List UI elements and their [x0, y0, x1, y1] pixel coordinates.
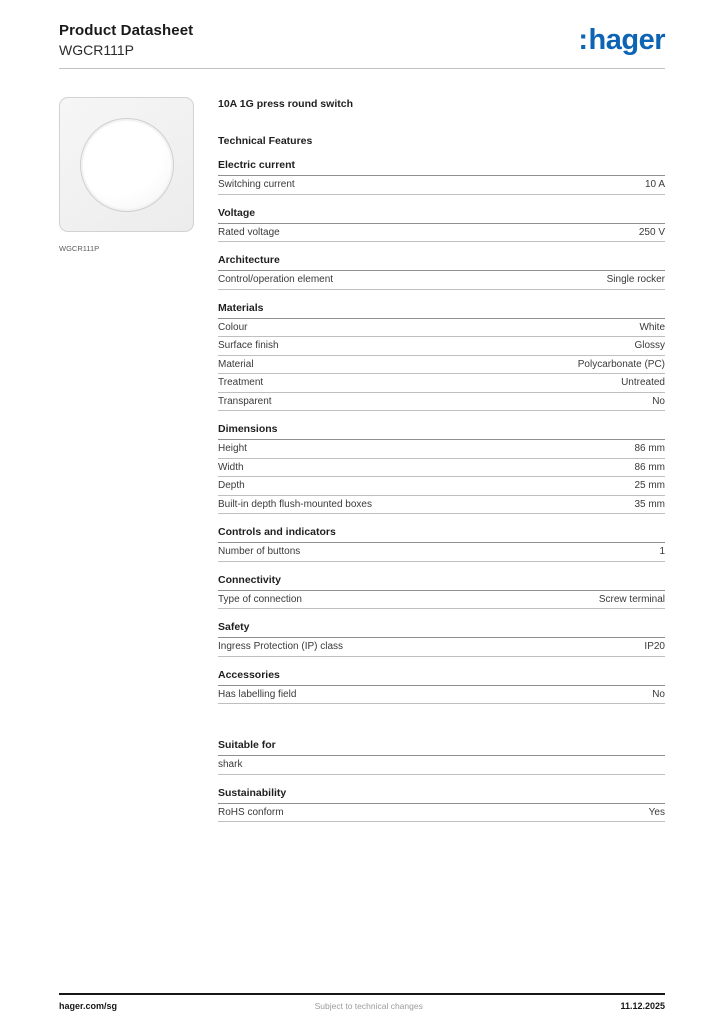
document-title: Product Datasheet [59, 22, 194, 39]
spec-value: Untreated [621, 377, 665, 388]
spec-value: 250 V [638, 226, 665, 238]
spec-section [218, 526, 665, 562]
spec-sections [218, 159, 665, 822]
spec-section [218, 787, 665, 823]
hager-logo [578, 23, 665, 56]
spec-section-title: Safety [218, 621, 665, 638]
spec-value: No [652, 688, 665, 700]
spec-section [218, 739, 665, 775]
spec-row [218, 224, 665, 243]
spec-value: 86 mm [634, 461, 665, 473]
round-switch-graphic [80, 118, 174, 212]
spec-section-title: Electric current [218, 159, 665, 176]
spec-row [218, 543, 665, 562]
spec-section [218, 621, 665, 657]
spec-section-title: Materials [218, 302, 665, 319]
spec-row [218, 804, 665, 823]
header-titles [59, 22, 193, 58]
spec-row [218, 319, 665, 338]
spec-label: Rated voltage [218, 226, 280, 238]
spec-value: Screw terminal [598, 593, 665, 605]
spec-section-title: Connectivity [218, 574, 665, 591]
spec-row [218, 176, 665, 195]
spec-label: Has labelling field [218, 688, 297, 700]
spec-label: Transparent [218, 395, 272, 407]
footer-legal-note: Subject to technical changes [314, 1001, 423, 1011]
spec-value: IP20 [644, 641, 665, 652]
spec-value: Glossy [634, 340, 665, 351]
spec-section-title: Voltage [218, 207, 665, 224]
spec-label: shark [218, 759, 243, 770]
spec-section-title: Sustainability [218, 787, 665, 804]
spec-row [218, 459, 665, 478]
spec-label: Control/operation element [218, 274, 334, 285]
spec-value: 10 A [644, 179, 665, 190]
spec-section-title: Architecture [218, 254, 665, 271]
spec-label: Type of connection [218, 593, 302, 605]
spec-value: 25 mm [634, 480, 665, 491]
spec-label: RoHS conform [218, 806, 284, 818]
footer-row [59, 1001, 665, 1011]
spec-section [218, 423, 665, 514]
spec-label: Depth [218, 480, 245, 491]
footer-divider [59, 993, 665, 995]
page-footer [59, 993, 665, 1011]
spec-value: Single rocker [606, 274, 665, 285]
spec-row [218, 356, 665, 375]
spec-section-title: Suitable for [218, 739, 665, 756]
spec-section [218, 669, 665, 705]
spec-label: Material [218, 358, 254, 370]
footer-date: 11.12.2025 [620, 1001, 665, 1011]
spec-section-title: Controls and indicators [218, 526, 665, 543]
main-content [0, 69, 724, 822]
spec-row [218, 271, 665, 290]
spec-row [218, 374, 665, 393]
product-code: WGCR111P [59, 42, 134, 58]
spec-section [218, 574, 665, 610]
logo-colon-mark: : [578, 23, 588, 56]
spec-row [218, 686, 665, 705]
technical-features-heading: Technical Features [218, 135, 313, 147]
spec-value: 86 mm [634, 443, 665, 454]
spec-row [218, 591, 665, 610]
product-image-caption: WGCR111P [59, 244, 100, 253]
footer-website: hager.com/sg [59, 1001, 118, 1011]
spec-label: Surface finish [218, 340, 279, 351]
spec-value: Polycarbonate (PC) [577, 358, 665, 370]
page-header [0, 0, 724, 58]
spec-value: 35 mm [634, 498, 665, 510]
spec-value: No [652, 395, 665, 407]
spec-label: Height [218, 443, 247, 454]
spec-section [218, 207, 665, 243]
spec-label: Colour [218, 321, 248, 333]
spec-section [218, 254, 665, 290]
spec-value: Yes [648, 806, 665, 818]
spec-section [218, 159, 665, 195]
spec-section [218, 302, 665, 412]
spec-column [218, 97, 665, 822]
product-image [59, 97, 194, 232]
spec-row [218, 337, 665, 356]
spec-row [218, 756, 665, 775]
spec-row [218, 393, 665, 412]
spec-section-title: Dimensions [218, 423, 665, 440]
spec-value: 1 [659, 546, 665, 557]
spec-label: Width [218, 461, 244, 473]
product-image-column [59, 97, 194, 822]
spec-row [218, 496, 665, 515]
spec-row [218, 440, 665, 459]
spec-section-title: Accessories [218, 669, 665, 686]
spec-row [218, 638, 665, 657]
spec-label: Treatment [218, 377, 264, 388]
spec-row [218, 477, 665, 496]
logo-wordmark: hager [588, 23, 665, 56]
spec-label: Number of buttons [218, 546, 301, 557]
spec-label: Built-in depth flush-mounted boxes [218, 498, 372, 510]
spec-label: Switching current [218, 179, 295, 190]
product-name: 10A 1G press round switch [218, 98, 353, 110]
spec-value: White [639, 321, 665, 333]
spec-label: Ingress Protection (IP) class [218, 641, 344, 652]
